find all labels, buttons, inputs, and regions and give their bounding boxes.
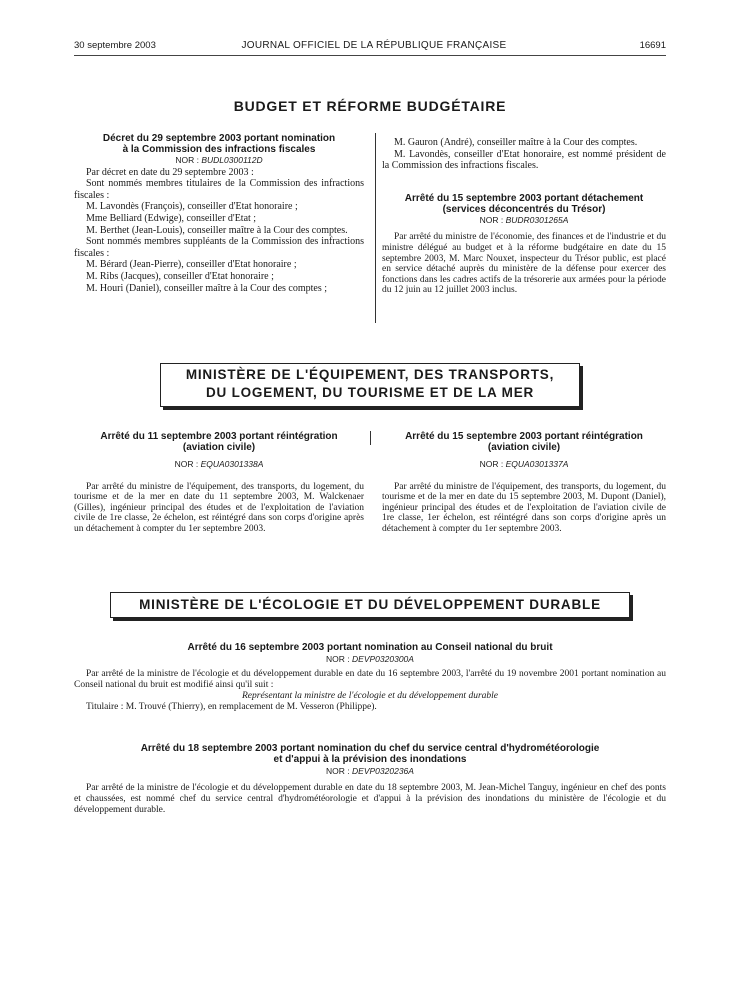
- nor-code: EQUA0301337A: [505, 459, 569, 469]
- arrete-nor: [382, 459, 666, 471]
- ministry-line1: MINISTÈRE DE L'ÉQUIPEMENT, DES TRANSPORTS,: [185, 367, 555, 382]
- ecologie-arrete-2: [74, 743, 666, 816]
- column-divider: [375, 133, 376, 323]
- nor-label: NOR :: [326, 766, 350, 776]
- arrete-paragraph: Par arrêté de la ministre de l'écologie et du développement durable en date du 16 septembre 2003, l'arrêté du 19 novembre 2001 portant nomination au Conseil national du bruit est modifié ainsi qu'il suit :: [74, 669, 666, 691]
- journal-title: JOURNAL OFFICIEL DE LA RÉPUBLIQUE FRANÇAISE: [241, 40, 507, 51]
- arrete-nor: [74, 766, 666, 777]
- arrete-title: Arrêté du 16 septembre 2003 portant nomination au Conseil national du bruit: [187, 642, 553, 653]
- arrete-nor: [74, 654, 666, 665]
- decret-title-line1: Décret du 29 septembre 2003 portant nomination: [102, 133, 336, 144]
- arrete-title-line2: (aviation civile): [487, 442, 561, 453]
- decret-paragraph: M. Houri (Daniel), conseiller maître à la Cour des comptes ;: [86, 282, 328, 294]
- representative-heading: Représentant la ministre de l'écologie et du développement durable: [242, 691, 498, 701]
- arrete-title-line1: Arrêté du 15 septembre 2003 portant réintégration: [405, 431, 643, 442]
- decret-paragraph: Par décret en date du 29 septembre 2003 :: [86, 166, 254, 178]
- ministry-heading-budget: BUDGET ET RÉFORME BUDGÉTAIRE: [233, 98, 507, 114]
- decret-nor: [74, 155, 364, 167]
- decret-title-line2: à la Commission des infractions fiscales: [122, 144, 316, 155]
- decret-column: [74, 133, 364, 294]
- nor-label: NOR :: [174, 459, 199, 469]
- decret-paragraph: M. Lavondès, conseiller d'Etat honoraire, est nommé président de la Commission des infractions fiscales.: [382, 148, 666, 172]
- decret-paragraph: M. Bérard (Jean-Pierre), conseiller d'Etat honoraire ;: [86, 259, 297, 271]
- arrete-paragraph: Par arrêté de la ministre de l'écologie et du développement durable en date du 18 septembre 2003, M. Jean-Michel Tanguy, ingénieur en chef des ponts et chaussées, est nommé chef du service central d'hydrométéorologie et d'appui à la prévision des inondations du ministère de l'écologie et du développement durable.: [74, 783, 666, 815]
- arrete-title-line1: Arrêté du 15 septembre 2003 portant détachement: [404, 192, 644, 204]
- ministry-box-ecologie: MINISTÈRE DE L'ÉCOLOGIE ET DU DÉVELOPPEMENT DURABLE: [110, 592, 630, 618]
- arrete-paragraph: Par arrêté du ministre de l'économie, des finances et de l'industrie et du ministre délégué au budget et à la réforme budgétaire en date du 15 septembre 2003, M. Marc Nouxet, inspecteur du Trésor public, est placé en service détaché auprès du ministère de la défense pour exercer des fonctions dans les cadres actifs de la trésorerie aux armées pour la période du 12 juin au 12 juillet 2003 inclus.: [382, 232, 666, 296]
- decret-paragraph: M. Lavondès (François), conseiller d'Etat honoraire ;: [86, 201, 298, 213]
- decret-paragraph: Sont nommés membres titulaires de la Commission des infractions fiscales :: [74, 178, 364, 201]
- nor-label: NOR :: [175, 155, 199, 165]
- nor-code: BUDR0301265A: [505, 214, 569, 225]
- nor-label: NOR :: [479, 459, 504, 469]
- nor-label: NOR :: [326, 654, 350, 664]
- header-rule: [74, 55, 666, 56]
- arrete-title-line2: et d'appui à la prévision des inondations: [273, 754, 467, 765]
- arrete-title-line2: (services déconcentrés du Trésor): [442, 203, 606, 215]
- arrete-paragraph: Titulaire : M. Trouvé (Thierry), en remplacement de M. Vesseron (Philippe).: [86, 702, 377, 713]
- page-number: 16691: [639, 40, 666, 51]
- ministry-box-equipement: [160, 363, 580, 407]
- nor-label: NOR :: [479, 214, 504, 225]
- equipement-left-column: [74, 431, 364, 535]
- arrete-budget-column: [382, 137, 666, 296]
- arrete-paragraph: Par arrêté du ministre de l'équipement, des transports, du logement, du tourisme et de la mer en date du 11 septembre 2003, M. Walckenaer (Gilles), ingénieur principal des études et de l'exploitation de l'aviation civile de 1re classe, 2e échelon, est réintégré dans son corps d'origine après un détachement à compter du 1er septembre 2003.: [74, 481, 364, 534]
- header-date: 30 septembre 2003: [74, 40, 156, 51]
- arrete-nor: [382, 215, 666, 227]
- arrete-nor: [74, 459, 364, 471]
- equipement-right-column: [382, 431, 666, 535]
- nor-code: DEVP0320236A: [352, 766, 414, 776]
- arrete-paragraph: Par arrêté du ministre de l'équipement, des transports, du logement, du tourisme et de la mer en date du 15 septembre 2003, M. Dupont (Daniel), ingénieur principal des études et de l'exploitation de l'aviation civile de 1re classe, 1er échelon, est réintégré dans son corps d'origine après un détachement à compter du 1er septembre 2003.: [382, 481, 666, 534]
- column-divider: [370, 431, 371, 445]
- arrete-title-line2: (aviation civile): [182, 442, 256, 453]
- ecologie-arrete-1: [74, 642, 666, 714]
- nor-code: BUDL0300112D: [201, 155, 263, 165]
- nor-code: DEVP0320300A: [352, 654, 414, 664]
- nor-code: EQUA0301338A: [200, 459, 264, 469]
- decret-paragraph: Sont nommés membres suppléants de la Commission des infractions fiscales :: [74, 236, 364, 259]
- decret-paragraph: M. Gauron (André), conseiller maître à la Cour des comptes.: [394, 137, 638, 148]
- arrete-title-line1: Arrêté du 18 septembre 2003 portant nomination du chef du service central d'hydrométéorologie: [140, 743, 600, 754]
- ministry-line2: DU LOGEMENT, DU TOURISME ET DE LA MER: [205, 385, 535, 400]
- decret-paragraph: Mme Belliard (Edwige), conseiller d'Etat ;: [86, 212, 257, 224]
- decret-paragraph: M. Ribs (Jacques), conseiller d'Etat honoraire ;: [86, 270, 274, 282]
- decret-paragraph: M. Berthet (Jean-Louis), conseiller maître à la Cour des comptes.: [86, 224, 348, 236]
- arrete-title-line1: Arrêté du 11 septembre 2003 portant réintégration: [100, 431, 338, 442]
